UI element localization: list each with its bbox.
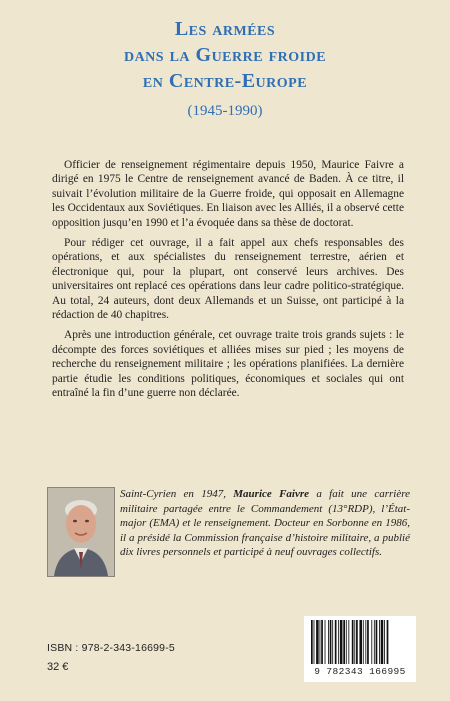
barcode-bars: [309, 620, 411, 666]
title-line-2: dans la Guerre froide: [123, 44, 327, 66]
book-title: [0, 16, 450, 122]
bio-prefix: Saint-Cyrien en 1947,: [120, 488, 234, 500]
price: 32 €: [47, 661, 69, 673]
paragraph-1: Officier de renseignement régimentaire depuis 1950, Maurice Faivre a dirigé en 1975 le Centre de renseignement avancé de Baden. À ce titre, il suivait l’évolution militaire de la Guerre froide, qui opposait en Allemagne les Occidentaux aux Soviétiques. En liaison avec les Alliés, il a observé cette opposition jusqu’en 1990 et l’a évoquée dans sa thèse de doctorat.: [52, 159, 404, 229]
barcode-digits: 9 782343 166995: [314, 666, 406, 677]
paragraph-3: Après une introduction générale, cet ouvrage traite trois grands sujets : le décompte des forces soviétiques et alliées mises sur pied ; les moyens de recherche du renseignement militaire ; les opérations planifiées. La dernière partie étudie les conditions politiques, économiques et sociales qui ont entraîné la fin d’une guerre non déclarée.: [52, 329, 404, 400]
isbn: ISBN : 978-2-343-16699-5: [47, 642, 175, 654]
title-line-1: Les armées: [174, 18, 276, 40]
back-cover-text: [52, 158, 404, 407]
barcode: [304, 616, 416, 682]
title-dates: (1945-1990): [187, 103, 263, 119]
bio-text: a fait une carrière militaire partagée entre le Commandement (13°RDP), l’État-major (EMA) et le renseignement. Docteur en Sorbonne en 1986, il a présidé la Commission française d’histoire militaire, a publié dix livres personnels et participé à neuf ouvrages collectifs.: [120, 488, 410, 559]
author-name: Maurice Faivre: [233, 488, 310, 500]
author-photo: [47, 487, 115, 577]
paragraph-2: Pour rédiger cet ouvrage, il a fait appel aux chefs responsables des opérations, et aux spécialistes du renseignement terrestre, aérien et électronique qui, pour la plupart, ont conservé leurs archives. Des universitaires ont replacé ces opérations dans leur cadre politico-stratégique. Au total, 24 auteurs, dont deux Allemands et un Suisse, ont participé à la rédaction de 40 chapitres.: [52, 237, 404, 322]
author-bio: [120, 487, 410, 560]
title-line-3: en Centre-Europe: [142, 70, 308, 92]
